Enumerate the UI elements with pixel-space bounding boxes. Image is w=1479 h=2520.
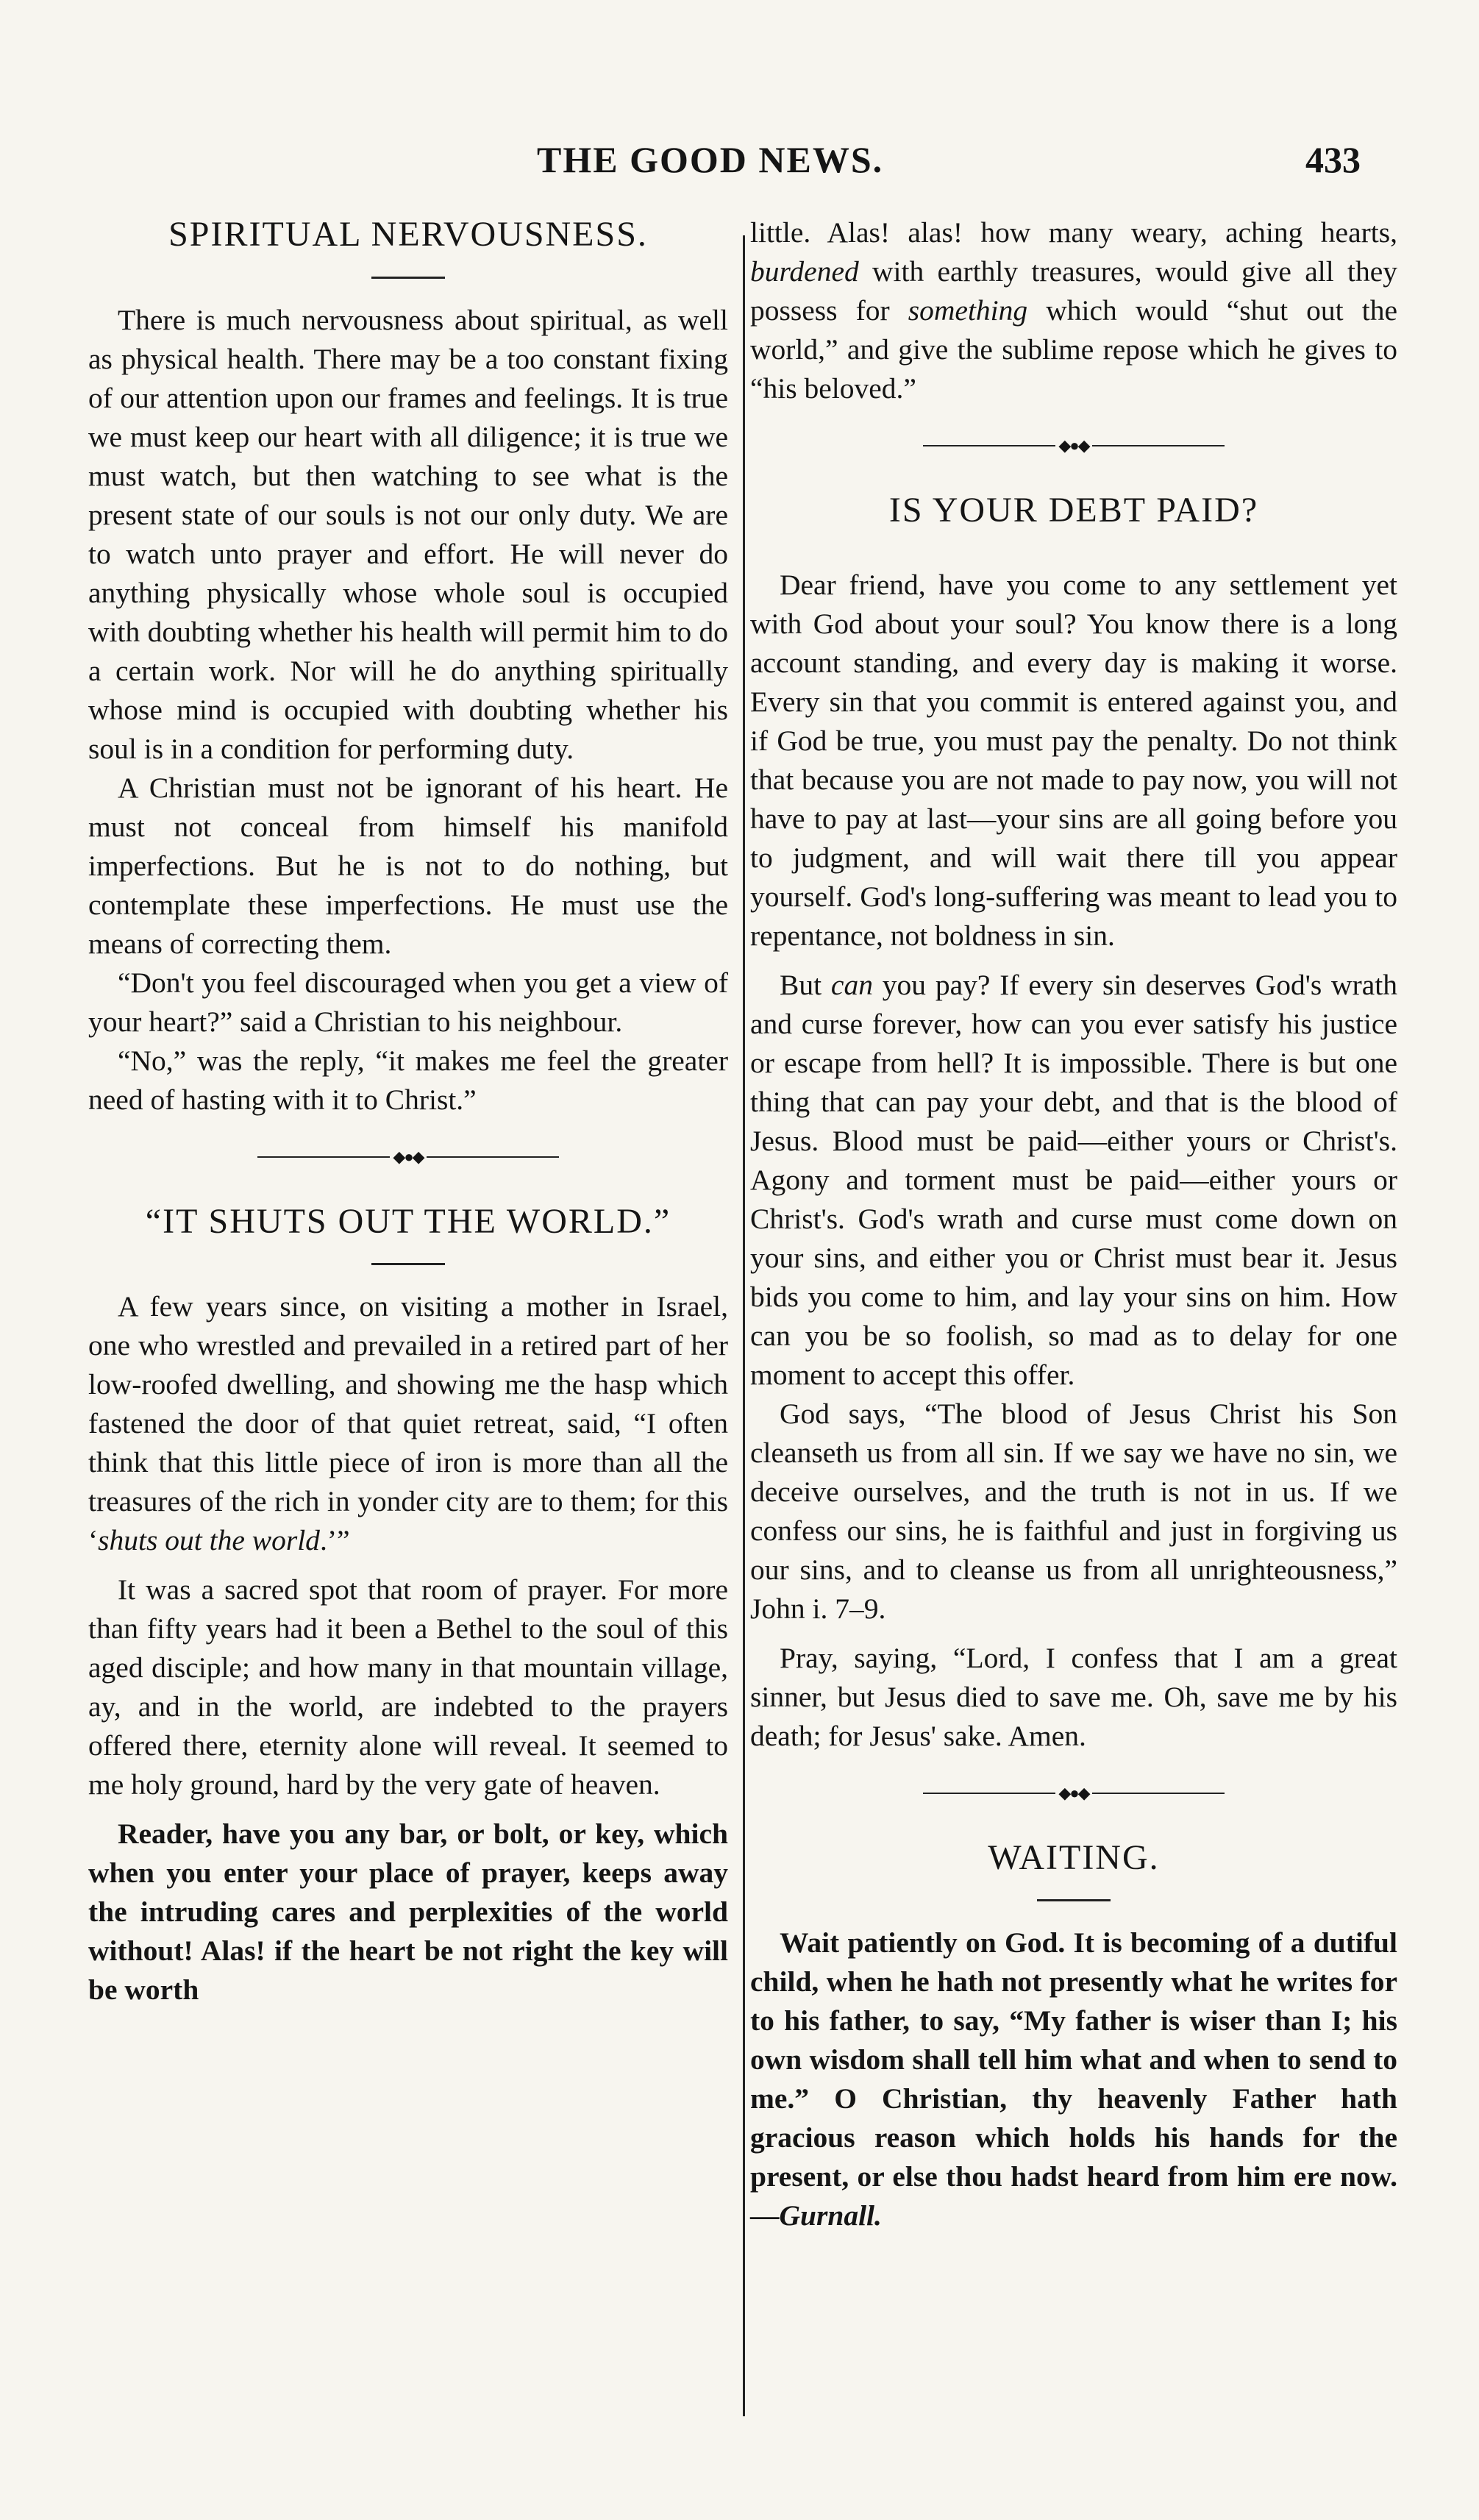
left-column [88,213,728,2010]
running-title: THE GOOD NEWS. [537,139,884,180]
paragraph: Pray, saying, “Lord, I confess that I am a great sinner, but Jesus died to save me. Oh, save me by his death; for Jesus' sake. Amen. [750,1641,1397,1752]
paragraph: A Christian must not be ignorant of his heart. He must not conceal from himself his manifold imperfections. But he is not to do nothing, but contemplate these imperfections. He must use the means of correcting them. [88,771,728,960]
separator-line [1092,1793,1225,1794]
italic-text: can [830,968,873,1001]
paragraph: There is much nervousness about spiritual, as well as physical health. There may be a too constant fixing of our attention upon our frames and feelings. It is true we must keep our heart with all diligence; it is true we must watch, but then watching to see what is the present state of our souls is not our only duty. We are to watch unto prayer and effort. He will never do anything physically whose whole soul is occupied with doubting whether his health will permit him to do a certain work. Nor will he do anything spiritually whose mind is occupied with doubting whether his soul is in a condition for performing duty. [88,303,728,765]
italic-text: something [908,294,1028,327]
text-run: which would “shut out the world,” and give the sublime repose which he gives to “his beloved.” [750,294,1397,405]
text-run: with earthly treasures, would give all they possess for [750,255,1397,327]
title-rule [1037,1899,1111,1901]
separator-line [427,1156,559,1158]
title-rule [371,1263,445,1265]
separator-ornament: ◆●◆ [1058,1783,1089,1802]
text-run: little. Alas! alas! how many weary, aching hearts, [750,216,1397,249]
title-spacer [750,532,1397,566]
text-run: Wait patiently on God. It is becoming of a dutiful child, when he hath not presently what he writes for to his father, to say, “My father is wiser than I; his own wisdom shall tell him what and when to send to me.” O Christian, thy heavenly Father hath gracious reason which holds his hands for the present, or else thou hadst heard from him ere now.— [750,1926,1397,2232]
section-separator [750,1784,1397,1803]
paragraph: God says, “The blood of Jesus Christ his Son cleanseth us from all sin. If we say we have no sin, we deceive ourselves, and the truth is not in us. If we confess our sins, he is faithful and just in forgiving us our sins, and to cleanse us from all unrighteousness,” John i. 7–9. [750,1397,1397,1625]
article-title-waiting: WAITING. [988,1837,1160,1877]
paragraph: It was a sacred spot that room of prayer. For more than fifty years had it been a Bethel to the soul of this aged disciple; and how many in that mountain village, ay, and in the world, are indebted to the prayers offered there, eternity alone will reveal. It seemed to me holy ground, hard by the very gate of heaven. [88,1573,728,1801]
article-title-debt: IS YOUR DEBT PAID? [888,491,1259,530]
separator-line [257,1156,390,1158]
separator-line [923,1793,1055,1794]
right-column [750,213,1397,2235]
paragraph: “No,” was the reply, “it makes me feel the greater need of hasting with it to Christ.” [88,1044,728,1116]
paragraph-continued [750,213,1397,408]
italic-text: shuts out the world [98,1524,320,1557]
text-run: But [780,968,831,1001]
title-rule [371,277,445,279]
paragraph [750,966,1397,1395]
text-run: A few years since, on visiting a mother in Israel, one who wrestled and prevailed in a retired part of her low-roofed dwelling, and showing me the hasp which fastened the door of that quiet retreat, said, “I often think that this little piece of iron is more than all the treasures of the rich in yonder city are to them; for this ‘ [88,1290,728,1557]
section-separator [88,1147,728,1167]
author-signature: Gurnall. [779,2199,882,2232]
paragraph: Reader, have you any bar, or bolt, or key, which when you enter your place of prayer, keeps away the intruding cares and perplexities of the world without! Alas! if the heart be not right the key will be worth [88,1818,728,2007]
text-run: you pay? If every sin deserves God's wrath and curse forever, how can you ever satisfy his justice or escape from hell? It is impossible. There is but one thing that can pay your debt, and that is the blood of Jesus. Blood must be paid—either yours or Christ's. Agony and torment must be paid—either yours or Christ's. God's wrath and curse must come down on your sins, and either you or Christ must bear it. Jesus bids you come to him, and lay your sins on him. How can you be so foolish, so mad as to delay for one moment to accept this offer. [750,968,1397,1391]
paragraph [750,1923,1397,2235]
text-run: .’” [319,1524,350,1557]
separator-line [923,445,1055,446]
paragraph: Dear friend, have you come to any settlement yet with God about your soul? You know there is a long account standing, and every day is making it worse. Every sin that you commit is entered against you, and if God be true, you must pay the penalty. Do not think that because you are not made to pay now, you will not have to pay at last—your sins are all going before you to judgment, and will wait there till you appear yourself. God's long-suffering was meant to lead you to repentance, not boldness in sin. [750,568,1397,952]
page-number: 433 [1305,139,1361,180]
separator-line [1092,445,1225,446]
section-separator [750,436,1397,455]
separator-ornament: ◆●◆ [393,1147,424,1166]
column-rule [743,235,745,2416]
paragraph [88,1287,728,1560]
separator-ornament: ◆●◆ [1058,436,1089,455]
italic-text: burdened [750,255,859,288]
paragraph: “Don't you feel discouraged when you get a view of your heart?” said a Christian to his neighbour. [88,966,728,1038]
article-title-spiritual: SPIRITUAL NERVOUSNESS. [168,215,648,254]
article-title-world: “IT SHUTS OUT THE WORLD.” [145,1201,671,1241]
